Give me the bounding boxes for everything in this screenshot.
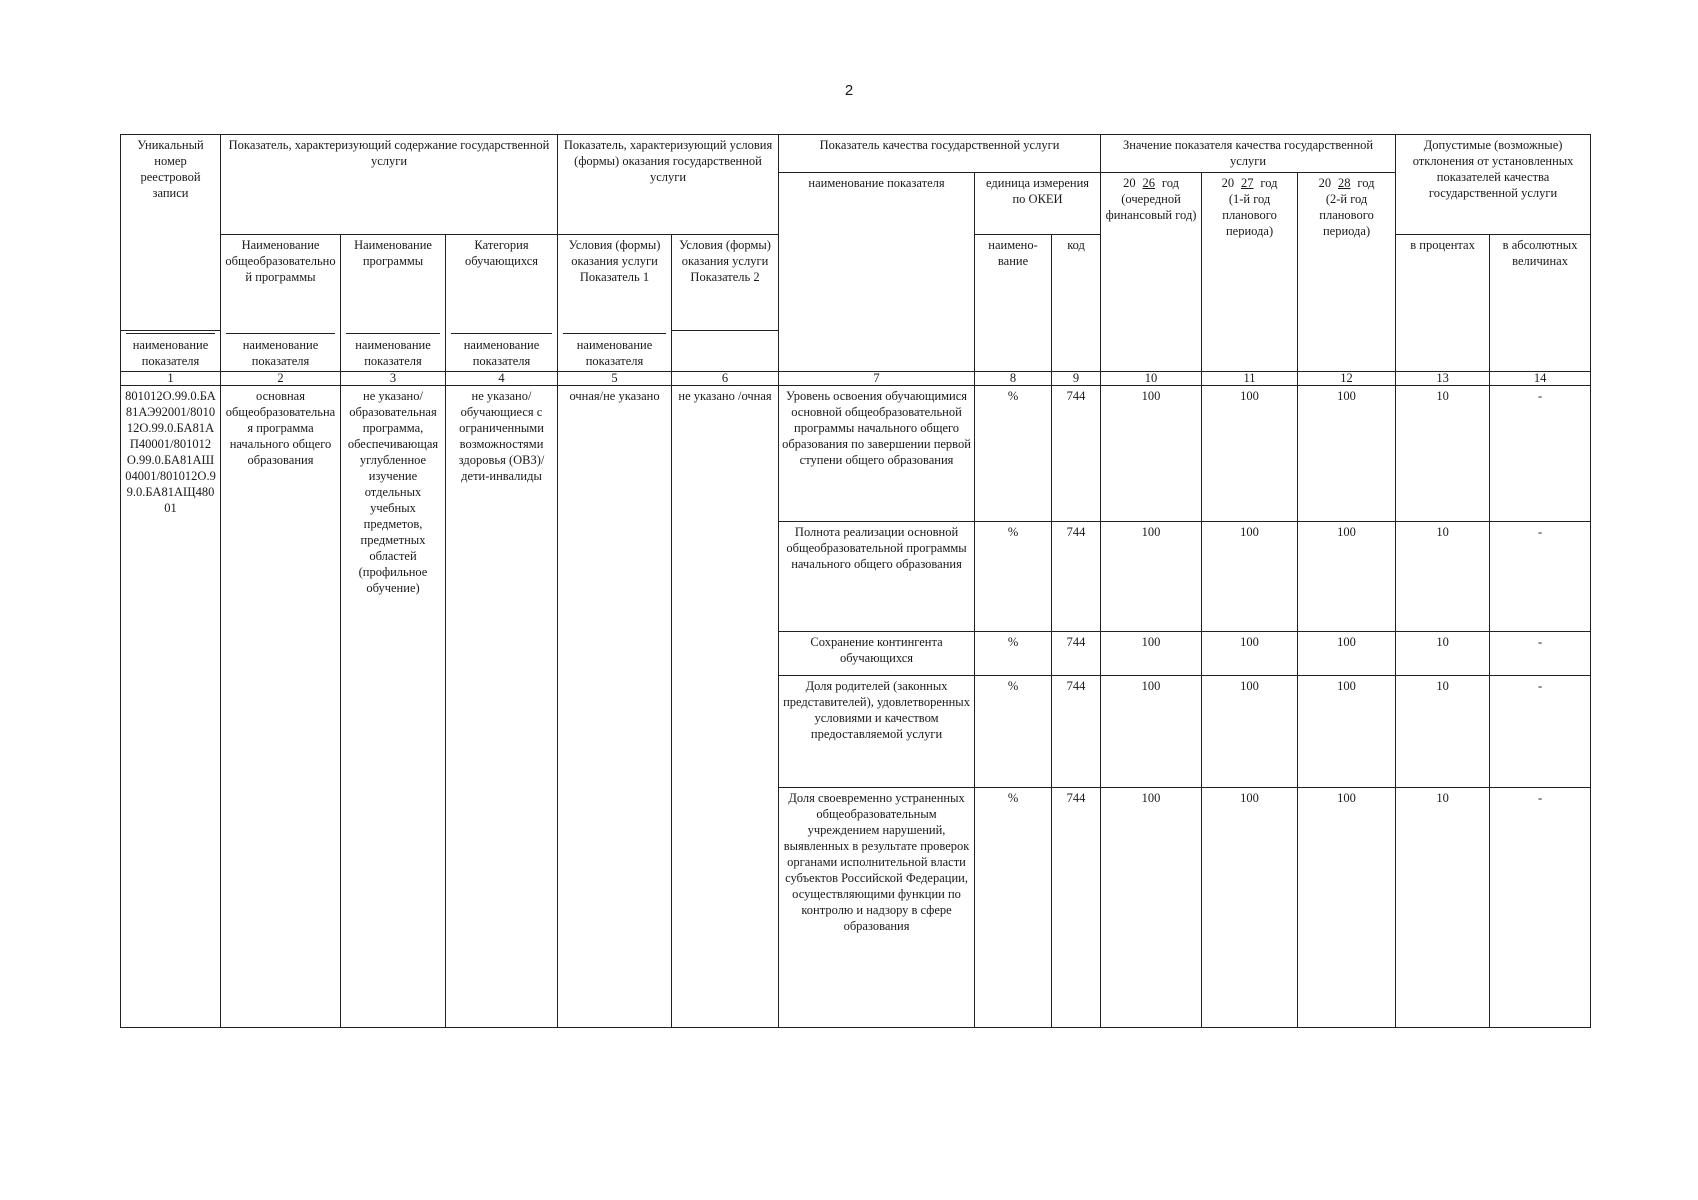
header-year-2: 20 27 год (1-й год планового периода) — [1202, 173, 1298, 372]
sub-label-col5: наименование показателя — [446, 331, 558, 372]
indicator-value-1: 100 — [1101, 788, 1202, 1028]
indicator-value-3: 100 — [1298, 788, 1396, 1028]
indicator-name: Уровень освоения обучающимися основной общеобразовательной программы начального общего образования по завершении первой ступени общего образования — [779, 386, 975, 522]
header-program: Наименование программы — [341, 235, 446, 331]
indicator-value-3: 100 — [1298, 386, 1396, 522]
indicator-code: 744 — [1052, 522, 1101, 632]
column-number: 1 — [121, 372, 221, 386]
indicator-value-2: 100 — [1202, 386, 1298, 522]
indicator-unit: % — [975, 386, 1052, 522]
indicator-value-2: 100 — [1202, 632, 1298, 676]
quality-indicators-table — [120, 134, 1591, 1028]
column-numbers-row — [121, 372, 1591, 386]
record-condition-1: очная/не указано — [558, 386, 672, 1028]
indicator-value-1: 100 — [1101, 522, 1202, 632]
record-category: не указано/обучающиеся с ограниченными возможностями здоровья (ОВЗ)/дети-инвалиды — [446, 386, 558, 1028]
indicator-code: 744 — [1052, 632, 1101, 676]
sub-label-col7-blank — [672, 331, 779, 372]
indicator-name: Доля своевременно устраненных общеобразовательным учреждением нарушений, выявленных в результате проверок органами исполнительной власти субъектов Российской Федерации, осуществляющими функции по контролю и надзору в сфере образования — [779, 788, 975, 1028]
indicator-code: 744 — [1052, 788, 1101, 1028]
record-code: 801012О.99.0.БА81АЭ92001/801012О.99.0.БА81АП40001/801012О.99.0.БА81АШ04001/801012О.99.0.БА81АЩ48001 — [121, 386, 221, 1028]
indicator-absolute: - — [1490, 788, 1591, 1028]
header-indicator-name: наименование показателя — [779, 173, 975, 372]
indicator-percent: 10 — [1396, 522, 1490, 632]
sub-label-col6: наименование показателя — [558, 331, 672, 372]
header-condition-1: Условия (формы) оказания услуги Показатель 1 — [558, 235, 672, 331]
indicator-code: 744 — [1052, 676, 1101, 788]
header-unique-number: Уникальный номер реестровой записи — [121, 135, 221, 331]
indicator-value-2: 100 — [1202, 676, 1298, 788]
header-quality-value: Значение показателя качества государственной услуги — [1101, 135, 1396, 173]
indicator-absolute: - — [1490, 632, 1591, 676]
column-number: 7 — [779, 372, 975, 386]
column-number: 14 — [1490, 372, 1591, 386]
indicator-absolute: - — [1490, 386, 1591, 522]
column-number: 11 — [1202, 372, 1298, 386]
table-row — [121, 386, 1591, 522]
header-content-indicator: Показатель, характеризующий содержание государственной услуги — [221, 135, 558, 235]
header-unit-code: код — [1052, 235, 1101, 372]
indicator-unit: % — [975, 632, 1052, 676]
header-program-name: Наименование общеобразовательной программы — [221, 235, 341, 331]
indicator-value-2: 100 — [1202, 522, 1298, 632]
indicator-value-2: 100 — [1202, 788, 1298, 1028]
indicator-absolute: - — [1490, 676, 1591, 788]
column-number: 12 — [1298, 372, 1396, 386]
header-unit: единица измерения по ОКЕИ — [975, 173, 1101, 235]
indicator-value-3: 100 — [1298, 632, 1396, 676]
column-number: 3 — [341, 372, 446, 386]
sub-label-col4: наименование показателя — [341, 331, 446, 372]
header-year-3: 20 28 год (2-й год планового периода) — [1298, 173, 1396, 372]
indicator-code: 744 — [1052, 386, 1101, 522]
indicator-value-3: 100 — [1298, 676, 1396, 788]
column-number: 9 — [1052, 372, 1101, 386]
indicator-name: Сохранение контингента обучающихся — [779, 632, 975, 676]
indicator-unit: % — [975, 676, 1052, 788]
page-number: 2 — [844, 82, 854, 99]
indicator-percent: 10 — [1396, 676, 1490, 788]
header-quality-indicator: Показатель качества государственной услуги — [779, 135, 1101, 173]
indicator-unit: % — [975, 788, 1052, 1028]
column-number: 13 — [1396, 372, 1490, 386]
indicator-name: Доля родителей (законных представителей), удовлетворенных условиями и качеством предоставляемой услуги — [779, 676, 975, 788]
indicator-absolute: - — [1490, 522, 1591, 632]
column-number: 6 — [672, 372, 779, 386]
column-number: 10 — [1101, 372, 1202, 386]
column-number: 5 — [558, 372, 672, 386]
header-condition-2: Условия (формы) оказания услуги Показатель 2 — [672, 235, 779, 331]
column-number: 2 — [221, 372, 341, 386]
record-condition-2: не указано /очная — [672, 386, 779, 1028]
record-program: основная общеобразовательная программа начального общего образования — [221, 386, 341, 1028]
indicator-value-1: 100 — [1101, 632, 1202, 676]
indicator-value-3: 100 — [1298, 522, 1396, 632]
sub-label-col3: наименование показателя — [221, 331, 341, 372]
header-year-1: 20 26 год (очередной финансовый год) — [1101, 173, 1202, 372]
header-in-percent: в процентах — [1396, 235, 1490, 372]
header-allowed-deviation: Допустимые (возможные) отклонения от установленных показателей качества государственной услуги — [1396, 135, 1591, 235]
indicator-unit: % — [975, 522, 1052, 632]
column-number: 8 — [975, 372, 1052, 386]
indicator-value-1: 100 — [1101, 386, 1202, 522]
header-condition-indicator: Показатель, характеризующий условия (формы) оказания государственной услуги — [558, 135, 779, 235]
indicator-percent: 10 — [1396, 632, 1490, 676]
indicator-percent: 10 — [1396, 386, 1490, 522]
indicator-name: Полнота реализации основной общеобразовательной программы начального общего образования — [779, 522, 975, 632]
sub-label-col2: наименование показателя — [121, 331, 221, 372]
record-program-type: не указано/образовательная программа, обеспечивающая углубленное изучение отдельных учебных предметов, предметных областей (профильное обучение) — [341, 386, 446, 1028]
indicator-value-1: 100 — [1101, 676, 1202, 788]
header-category: Категория обучающихся — [446, 235, 558, 331]
indicator-percent: 10 — [1396, 788, 1490, 1028]
column-number: 4 — [446, 372, 558, 386]
header-in-absolute: в абсолютных величинах — [1490, 235, 1591, 372]
header-unit-name: наимено-вание — [975, 235, 1052, 372]
